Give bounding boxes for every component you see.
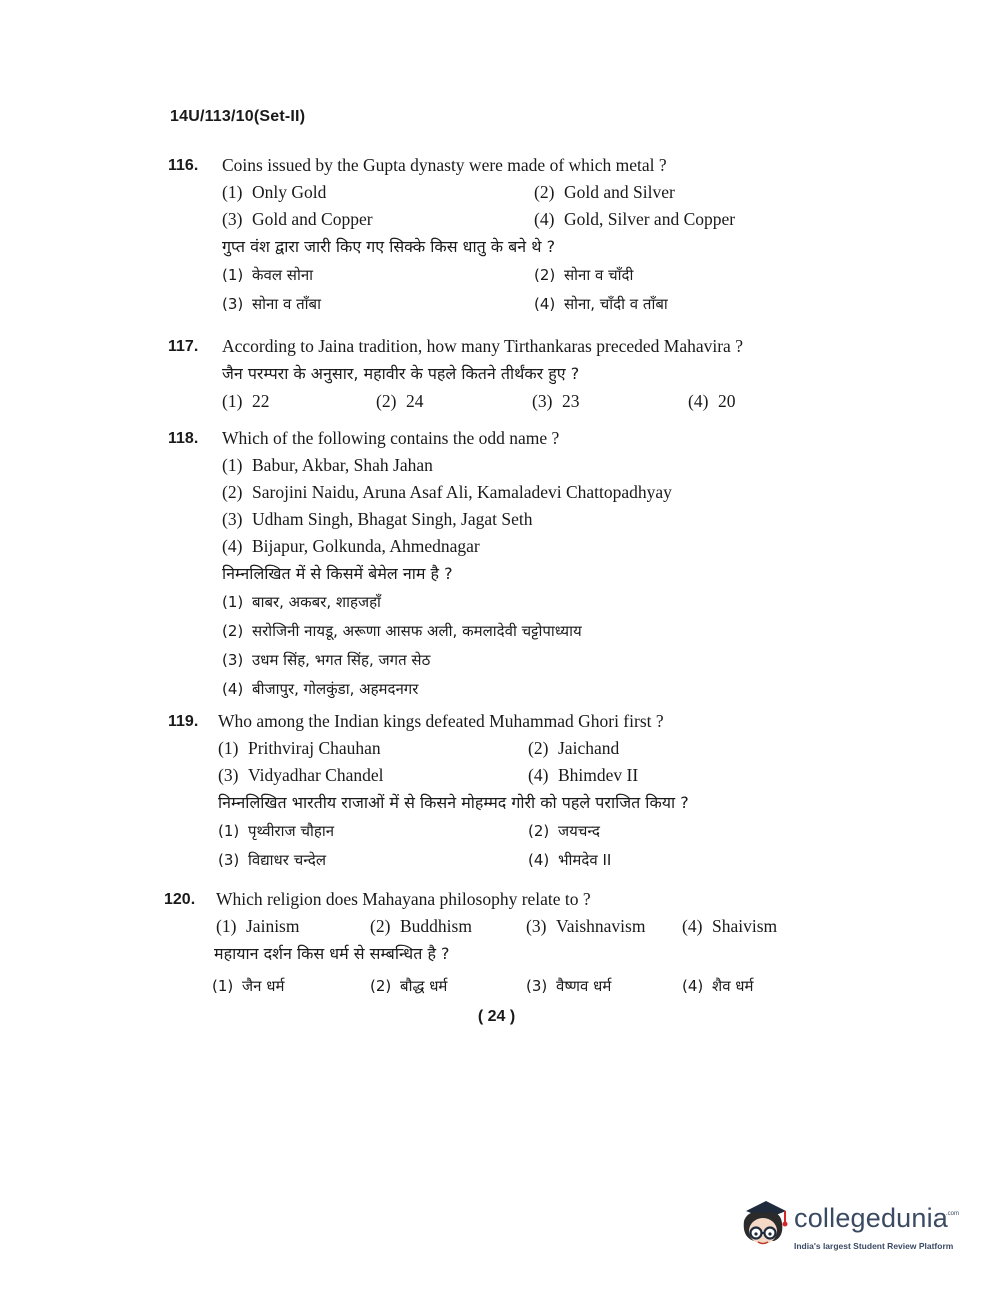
option-4-hi: (4) भीमदेव II — [528, 851, 612, 869]
question-text-hi: महायान दर्शन किस धर्म से सम्बन्धित है ? — [214, 944, 450, 963]
option-4: (4) Shaivism — [682, 916, 778, 936]
option-3-hi: (3) विद्याधर चन्देल — [218, 851, 326, 869]
option-4: (4) Gold, Silver and Copper — [534, 209, 736, 229]
question-number: 119. — [168, 713, 199, 730]
option-3-hi: (3) उधम सिंह, भगत सिंह, जगत सेठ — [222, 651, 431, 669]
option-1: (1) Babur, Akbar, Shah Jahan — [222, 455, 433, 475]
question-text-en: Who among the Indian kings defeated Muhammad Ghori first ? — [218, 711, 664, 731]
question-text-hi: गुप्त वंश द्वारा जारी किए गए सिक्के किस धातु के बने थे ? — [222, 237, 556, 256]
option-4: (4) Bijapur, Golkunda, Ahmednagar — [222, 536, 480, 556]
student-mascot-icon — [736, 1197, 792, 1255]
question-text-en: According to Jaina tradition, how many Tirthankaras preceded Mahavira ? — [222, 336, 743, 356]
option-1: (1) Jainism — [216, 916, 300, 936]
option-2: (2) Buddhism — [370, 916, 472, 936]
option-1-hi: (1) केवल सोना — [222, 266, 314, 284]
option-2: (2) 24 — [376, 391, 424, 411]
option-1: (1) Prithviraj Chauhan — [218, 738, 381, 758]
question-text-hi: निम्नलिखित भारतीय राजाओं में से किसने मोहम्मद गोरी को पहले पराजित किया ? — [218, 793, 689, 812]
option-2-hi: (2) सरोजिनी नायडू, अरूणा आसफ अली, कमलादेवी चट्टोपाध्याय — [222, 622, 582, 640]
option-4-hi: (4) शैव धर्म — [682, 977, 754, 995]
page-number: ( 24 ) — [477, 1008, 516, 1025]
logo-wordmark: collegedunia — [794, 1203, 949, 1233]
question-number: 117. — [168, 338, 199, 355]
logo-suffix: .com — [946, 1211, 960, 1217]
paper-code: 14U/113/10(Set-II) — [170, 108, 306, 125]
question-number: 116. — [168, 157, 199, 174]
question-117 — [168, 333, 828, 415]
question-120 — [164, 886, 824, 1001]
option-4: (4) Bhimdev II — [528, 765, 639, 785]
question-number: 120. — [164, 891, 196, 908]
option-1: (1) 22 — [222, 391, 270, 411]
question-text-en: Which of the following contains the odd name ? — [222, 428, 560, 448]
logo-tagline: India's largest Student Review Platform — [794, 1241, 954, 1251]
question-text-en: Which religion does Mahayana philosophy relate to ? — [216, 889, 591, 909]
question-text-hi: निम्नलिखित में से किसमें बेमेल नाम है ? — [222, 564, 453, 583]
option-3: (3) Vaishnavism — [526, 916, 646, 936]
option-2-hi: (2) सोना व चाँदी — [534, 266, 634, 284]
option-4-hi: (4) बीजापुर, गोलकुंडा, अहमदनगर — [222, 680, 419, 698]
option-3: (3) Gold and Copper — [222, 209, 373, 229]
option-3-hi: (3) वैष्णव धर्म — [526, 977, 612, 995]
option-2-hi: (2) बौद्ध धर्म — [370, 977, 448, 995]
option-2: (2) Gold and Silver — [534, 182, 675, 202]
option-1-hi: (1) जैन धर्म — [212, 977, 285, 995]
question-text-hi: जैन परम्परा के अनुसार, महावीर के पहले कितने तीर्थंकर हुए ? — [222, 364, 580, 383]
question-118 — [168, 425, 828, 704]
option-2: (2) Jaichand — [528, 738, 620, 758]
option-2-hi: (2) जयचन्द — [528, 822, 600, 840]
option-3-hi: (3) सोना व ताँबा — [222, 295, 321, 313]
option-3: (3) 23 — [532, 391, 580, 411]
option-3: (3) Udham Singh, Bhagat Singh, Jagat Seth — [222, 509, 533, 529]
question-119 — [168, 708, 828, 875]
collegedunia-logo — [736, 1195, 966, 1265]
option-4-hi: (4) सोना, चाँदी व ताँबा — [534, 295, 668, 313]
option-3: (3) Vidyadhar Chandel — [218, 765, 384, 785]
question-116 — [168, 152, 828, 319]
question-number: 118. — [168, 430, 199, 447]
option-2: (2) Sarojini Naidu, Aruna Asaf Ali, Kamaladevi Chattopadhyay — [222, 482, 672, 502]
question-text-en: Coins issued by the Gupta dynasty were made of which metal ? — [222, 155, 667, 175]
option-1-hi: (1) बाबर, अकबर, शाहजहाँ — [222, 593, 381, 611]
option-1: (1) Only Gold — [222, 182, 327, 202]
option-4: (4) 20 — [688, 391, 736, 411]
option-1-hi: (1) पृथ्वीराज चौहान — [218, 822, 335, 840]
